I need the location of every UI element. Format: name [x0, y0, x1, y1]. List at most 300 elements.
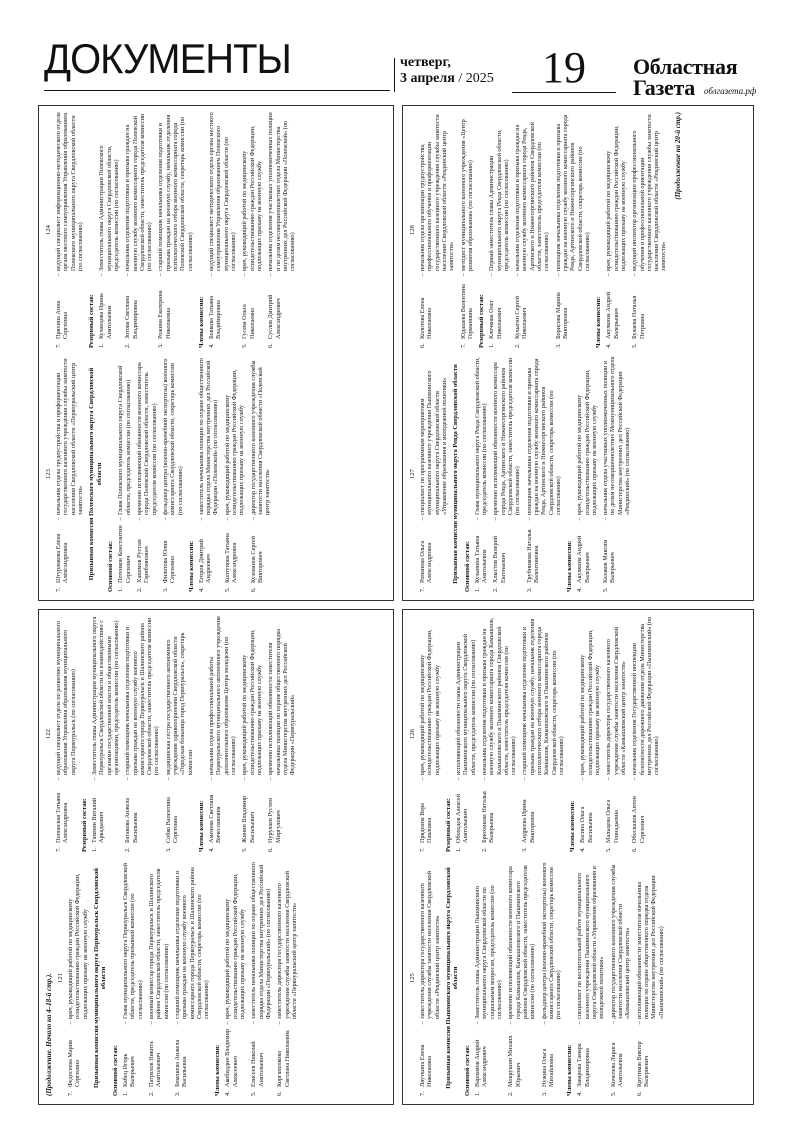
member-row	[122, 860, 144, 1096]
member-number: 4.	[224, 1091, 232, 1096]
dash-separator: –	[250, 1021, 258, 1025]
member-number: 6.	[267, 343, 275, 348]
member-name: Штурлакова Елена Александровна	[55, 533, 70, 583]
issue-date-day: 3 апреля	[400, 71, 455, 86]
member-number: 4.	[197, 587, 205, 592]
member-role: методист муниципального казенного учреждения «Центр развития образования» (по согласованию)	[459, 119, 474, 271]
dash-separator: –	[554, 273, 562, 277]
member-name: Акулкина Андрей Валерьевич	[576, 535, 591, 583]
member-name: Колтунова Татьяна Александровна	[223, 533, 239, 583]
dash-separator: –	[605, 777, 613, 781]
dash-separator: –	[631, 777, 639, 781]
member-row	[610, 860, 632, 1096]
dash-separator: –	[514, 273, 522, 277]
member-name: Кузнецова Ирина Анатольевна	[98, 293, 113, 339]
document-block	[38, 105, 394, 601]
member-role: фельдшер центра (военно-врачебной экспертизы) военного комиссариата Свердловской области, секретарь комиссии (по согласованию)	[540, 862, 563, 1019]
member-number: 1.	[90, 847, 98, 852]
member-name: Зотова Светлана Владимировна	[124, 295, 139, 339]
member-name: Романова Ольга Александровна	[419, 540, 434, 583]
member-name: Елисеев Николай Анатольевич	[250, 1041, 265, 1087]
member-name: Потенков Константин Сергеевич	[117, 525, 132, 583]
dash-separator: –	[164, 777, 172, 781]
member-role: начальник отделения участковых уполномоченных полиции и по делам несовершеннолетних отдела Министерства внутренних дел Российской Федерации «Полевской» (по согласованию)	[267, 112, 297, 271]
member-name: Казаков Максим Валерьевич	[602, 539, 617, 583]
document-column	[45, 860, 389, 1096]
member-row	[157, 112, 194, 348]
member-role: врач, руководящий работой по медицинскому освидетельствованию граждан Российской Федерации, подлежащих призыву на военную службу	[241, 629, 263, 775]
member-name: Федосеева Мария Сергеевна	[67, 1040, 82, 1087]
dash-separator: –	[521, 777, 529, 781]
member-row	[124, 616, 161, 852]
member-role: специалист по воспитательной работе муниципального казенного учреждения Пышминского муниципального округа Свердловской области «Управление образования и молодежной политики»	[576, 866, 606, 1019]
member-role: директор государственного казенного учреждения службы занятости населения Свердловской области «Полевской центр занятости»	[249, 360, 272, 515]
page-number-rule	[512, 92, 616, 93]
member-role: старший помощник начальника отделения подготовки и призыва граждан на военную службу военного комиссариата города Первоуральск и Шалинского района Свердловской области, секретарь комиссии (по согласованию)	[173, 867, 211, 1019]
dash-separator: –	[507, 1021, 515, 1025]
member-number: 7.	[55, 847, 62, 852]
member-number: 1.	[122, 1091, 130, 1096]
member-name: Андреева Ирина Викторовна	[521, 799, 536, 843]
member-name: Варламов Андрей Александрович	[474, 1039, 489, 1087]
member-number: 3.	[164, 847, 172, 852]
member-name: Нурулаев Рустем Миргулович	[267, 797, 282, 843]
member-number: 4.	[208, 343, 215, 348]
member-number: 5.	[241, 847, 249, 852]
commission-title: Призывная комиссия муниципального округа Ревда Свердловской области	[452, 364, 460, 584]
section-heading: Резервный состав:	[478, 294, 486, 348]
dash-separator: –	[474, 1021, 482, 1025]
section-heading: Члены комиссии:	[595, 296, 603, 348]
member-row	[631, 112, 668, 348]
issue-date	[400, 72, 494, 87]
dash-separator: –	[208, 273, 215, 277]
member-role: врач, руководящий работой по медицинскому освидетельствованию граждан Российской Федерации, подлежащих призыву на военную службу	[576, 369, 598, 515]
member-name: Хлыстов Валерий Евгеньевич	[492, 535, 507, 583]
member-name: Коргаполкова Светлана Николаевна	[276, 1030, 291, 1087]
member-role: начальник отделения Государственной инспекции безопасности дорожного движения отдела Министерства внутренних дел Российской Федерации «Пышминский» (по согласованию)	[631, 616, 661, 775]
member-name: Хакимов Рустам Гарибзянович	[135, 539, 151, 583]
member-number: 1.	[474, 1091, 482, 1096]
member-number: 1.	[117, 587, 125, 592]
commission-title: Призывная комиссия Полевского муниципального округа Свердловской области	[88, 367, 103, 581]
member-role: врач, руководящий работой по медицинскому освидетельствованию граждан Российской Федерации, подлежащих призыву на военную службу	[241, 125, 263, 271]
member-role: ведущий специалист отдела по развитию муниципального образования Управления образования муниципального округа Первоуральск (по согласованию)	[55, 620, 77, 775]
dash-separator: –	[602, 517, 610, 521]
page-number: 19	[542, 43, 586, 92]
member-role: Первый заместитель главы Администрации муниципального округа Ревда Свердловской области, председатель комиссии (по согласованию)	[488, 129, 510, 271]
member-role: врач, руководящий работой по медицинскому освидетельствованию граждан Российской Федерации, подлежащих призыву на военную службу	[419, 629, 441, 775]
document-column	[45, 112, 389, 348]
section-heading: Основной состав:	[463, 541, 471, 592]
dash-separator: –	[208, 777, 215, 781]
member-role: временно исполняющий обязанности военного комиссара города Полевской Свердловской области, заместитель председателя комиссии (по согласованию)	[135, 362, 158, 515]
member-role: заместитель начальника полиции по охране общественного порядка отдела Министерства внутренних дел Российской Федерации «Первоуральский» (по согласованию)	[250, 862, 273, 1019]
member-name: Кулыгин Сергей Николаевич	[514, 296, 529, 339]
member-row	[605, 112, 627, 348]
member-role: врач, руководящий работой по медицинскому освидетельствованию граждан Российской Федерации, подлежащих призыву на военную службу	[223, 369, 246, 515]
member-row	[224, 356, 246, 592]
member-number: 3.	[525, 587, 533, 592]
dash-separator: –	[492, 517, 500, 521]
dash-separator: –	[90, 777, 98, 781]
dash-separator: –	[454, 777, 462, 781]
member-name: Обоходов Алексей Анатольевич	[454, 793, 470, 843]
member-name: Борисова Марина Викторовна	[554, 292, 569, 339]
header-rule	[44, 90, 390, 91]
member-row	[514, 112, 551, 348]
section-title: ДОКУМЕНТЫ	[44, 35, 291, 82]
dash-separator: –	[267, 273, 275, 277]
member-row	[241, 616, 263, 852]
member-name: Кузеванов Сергей Викторович	[249, 536, 265, 583]
member-number: 2.	[507, 1091, 515, 1096]
member-row	[67, 860, 89, 1096]
dash-separator: –	[419, 517, 426, 521]
dash-separator: –	[124, 273, 132, 277]
member-number: 2.	[480, 847, 488, 852]
member-role: Глава муниципального округа Первоуральск Свердловской области, председатель призывной комиссии (по согласованию)	[122, 863, 144, 1019]
member-number: 7.	[55, 343, 62, 348]
member-role: Заместитель главы Администрации муниципального округа Первоуральск Свердловской области по взаимодействию с органами государственной власти и общественными организациями, председатель комиссии (по согласованию)	[90, 616, 120, 775]
member-name: Юдашева Валентина Германовна	[459, 284, 474, 339]
dash-separator: –	[540, 1021, 548, 1025]
member-role: начальник отдела профессиональной работы Первоуральского муниципального автономного учреждения дополнительного образования Центра молодежи (по согласованию)	[208, 616, 237, 775]
document-block	[402, 105, 754, 601]
member-number: 5.	[605, 847, 613, 852]
member-role: временно исполняющий обязанности военного комиссара города Камышлов, Камышловского и Пышминского районов Свердловской области, заместитель председателя комиссии (по согласованию)	[507, 865, 537, 1019]
member-row	[224, 860, 246, 1096]
dash-separator: –	[635, 1021, 643, 1025]
member-name: Поповская Татьяна Александровна	[55, 792, 70, 843]
section-heading: Резервный состав:	[444, 798, 452, 852]
member-row	[148, 860, 170, 1096]
member-name: Акобиддин Владимир Алексеевич	[224, 1029, 239, 1087]
dash-separator: –	[67, 1021, 74, 1025]
member-number: 4.	[576, 587, 584, 592]
member-row	[576, 356, 598, 592]
member-role: исполняющий обязанности заместителя начальника полиции по охране общественного порядка отдела Министерства внутренних дел Российской Федерации «Пышминский» (по согласованию)	[635, 875, 665, 1019]
column-number: 128	[409, 225, 416, 235]
member-row	[636, 860, 665, 1096]
member-row	[267, 616, 296, 852]
member-role: военный комиссар города Первоуральск и Шалинского района Свердловской области, заместитель председателя комиссии (по согласованию)	[147, 868, 170, 1019]
member-number: 2.	[514, 343, 522, 348]
member-name: Нужина Ольга Михайловна	[540, 1048, 555, 1087]
member-number: 5.	[241, 343, 249, 348]
member-name: Крутиков Виктор Валериевич	[635, 1041, 650, 1087]
section-heading: Члены комиссии:	[214, 1044, 222, 1096]
member-name: Рожина Екатерина Николаевна	[157, 290, 172, 339]
member-row	[419, 860, 441, 1096]
member-role: временно исполняющий обязанности заместителя начальника полиции по охране общественного порядка отдела Министерства внутренних дел Российской Федерации «Первоуральский»	[267, 629, 297, 775]
section-heading: Члены комиссии:	[198, 800, 205, 852]
document-column	[409, 356, 749, 592]
dash-separator: –	[122, 1021, 130, 1025]
member-name: Обоскалов Антон Сергеевич	[631, 796, 646, 843]
section-heading: Основной состав:	[107, 541, 115, 592]
member-number: 4.	[605, 343, 613, 348]
dash-separator: –	[161, 517, 169, 521]
member-name: Бовкова Татьяна Владимировна	[208, 295, 223, 339]
dash-separator: –	[576, 1021, 584, 1025]
member-name: Кузьмина Татьяна Анатольевна	[473, 535, 489, 583]
member-role: специалист по программным мероприятиям муниципального казенного учреждения Пышминского муниципального округа Свердловской области «Управление образования и молодежной политики»	[419, 370, 448, 515]
member-role: Заместитель главы Администрации Пышминского муниципального округа Свердловской области по социальным вопросам, председатель комиссии (по согласованию)	[474, 885, 503, 1019]
member-role: фельдшер центра (военно-врачебной экспертизы) военного комиссариата Свердловской области, секретарь комиссии (по согласованию)	[161, 358, 184, 515]
member-role: начальник отделения подготовки и призыва граждан на военную службу военного комиссариата города Камышлов, Камышловского и Пышминского районов Свердловской области, заместитель председателя комиссии (по согласованию)	[480, 617, 518, 775]
document-column	[409, 860, 749, 1096]
member-name: Трубникова Наталья Валентиновна	[525, 529, 540, 583]
member-number: 2.	[124, 847, 132, 852]
document-block	[38, 609, 394, 1105]
dash-separator: –	[419, 273, 426, 277]
section-heading: Основной состав:	[112, 1045, 120, 1096]
member-number: 7.	[419, 587, 426, 592]
member-row	[165, 616, 194, 852]
member-role: начальник отделения подготовки и призыва граждан на военную службу военного комиссариата города Ревда, Артинского и Нижнесергинского районов Свердловской области, заместитель председателя комиссии (по согласованию)	[514, 122, 551, 271]
dash-separator: –	[249, 517, 257, 521]
dash-separator: –	[55, 777, 62, 781]
member-role: начальник отдела участковых уполномоченных полиции и по делам несовершеннолетних Межмуниципального отдела Министерства внутренних дел Российской Федерации «Ревдинский» (по согласованию)	[602, 356, 632, 515]
member-role: начальник отдела трудоустройства и профориентации государственного казенного учреждения службы занятости населения Свердловской области «Первоуральский центр занятости»	[55, 358, 84, 515]
member-name: Ляуткина Елена Николаевна	[419, 1044, 434, 1087]
member-number: 3.	[540, 1091, 548, 1096]
dash-separator: –	[605, 273, 613, 277]
dash-separator: –	[525, 517, 533, 521]
brand-url: облгазета.рф	[704, 86, 757, 96]
issue-day: четверг,	[400, 55, 451, 70]
member-number: 4.	[576, 1091, 584, 1096]
section-heading: Основной состав:	[464, 1045, 472, 1096]
member-role: врач, руководящий работой по медицинскому освидетельствованию граждан Российской Федерации, подлежащих призыву на военную службу	[67, 873, 89, 1019]
member-number: 7.	[459, 343, 467, 348]
section-heading: Резервный состав:	[88, 294, 96, 348]
dash-separator: –	[579, 777, 587, 781]
member-number: 2.	[124, 343, 132, 348]
column-number: 124	[45, 225, 52, 235]
member-row	[474, 860, 503, 1096]
member-name: Пряхина Анна Сергеевна	[55, 300, 70, 339]
dash-separator: –	[459, 273, 467, 277]
dash-separator: –	[419, 777, 426, 781]
member-role: помощник начальника отделения подготовки и призыва граждан на военную службу военного комиссариата города Ревда, Артинского и Нижнесергинского районов Свердловской области, секретарь комиссии (по согласованию)	[554, 114, 591, 271]
dash-separator: –	[55, 273, 62, 277]
member-row	[474, 356, 489, 592]
member-number: 1.	[488, 343, 496, 348]
member-number: 3.	[173, 1091, 181, 1096]
member-number: 4.	[208, 847, 215, 852]
member-row	[526, 356, 563, 592]
member-row	[419, 356, 448, 592]
column-number: 121	[57, 973, 64, 983]
document-column	[409, 112, 749, 348]
member-row	[241, 112, 263, 348]
document-column	[45, 616, 389, 852]
member-number: 7.	[419, 847, 426, 852]
member-row	[631, 616, 660, 852]
member-number: 5.	[223, 587, 231, 592]
member-row	[55, 112, 84, 348]
member-name: Колотова Елена Николаевна	[419, 297, 434, 339]
dash-separator: –	[488, 273, 496, 277]
member-role: Заместитель главы Администрации Полевского муниципального округа Свердловской области, председатель комиссии (по согласованию)	[98, 145, 120, 271]
dash-separator: –	[276, 1021, 284, 1025]
document-column	[45, 356, 389, 592]
dash-separator: –	[267, 777, 275, 781]
member-row	[460, 112, 475, 348]
member-name: Прядеина Вера Павловна	[419, 803, 434, 843]
dash-separator: –	[197, 517, 205, 521]
column-number: 125	[409, 973, 416, 983]
dash-separator: –	[419, 1021, 426, 1025]
member-name: Заварова Тамара Владимировна	[576, 1043, 591, 1087]
member-number: 7.	[67, 1091, 74, 1096]
member-number: 5.	[631, 343, 639, 348]
section-heading: Члены комиссии:	[566, 1044, 574, 1096]
continued-note: (Продолжение. Начало на 4–18-й стр.).	[45, 972, 53, 1096]
member-name: Бекешева Анжела Васильевна	[173, 1039, 189, 1087]
member-row	[55, 616, 77, 852]
member-row	[250, 860, 272, 1096]
commission-title: Призывная комиссия муниципального округа Первоуральск Свердловской области	[92, 868, 108, 1088]
member-number: 5.	[250, 1091, 258, 1096]
member-row	[419, 112, 456, 348]
document-column	[409, 616, 749, 852]
member-role: заместитель директора государственного казенного учреждения службы занятости населения Свердловской области «Ревдинский центр занятости»	[419, 871, 441, 1019]
dash-separator: –	[124, 777, 132, 781]
member-row	[250, 356, 272, 592]
member-number: 3.	[521, 847, 529, 852]
member-role: начальник отдела организации трудоустройства, профессионального обучения и профориентации государственного казенного учреждения службы занятости населения Свердловской области «Ревдинский центр занятости»	[419, 114, 456, 271]
member-number: 7.	[55, 587, 62, 592]
member-number: 1.	[473, 587, 481, 592]
member-role: заместитель начальника полиции по охране общественного порядка отдела Министерства внутренних дел Российской Федерации «Полевской» (по согласованию)	[197, 358, 220, 515]
dash-separator: –	[224, 1021, 232, 1025]
member-number: 6.	[635, 1091, 643, 1096]
dash-separator: –	[117, 517, 125, 521]
member-row	[276, 860, 298, 1096]
section-heading: Члены комиссии:	[198, 296, 205, 348]
member-number: 6.	[631, 847, 639, 852]
column-number: 122	[45, 729, 52, 739]
member-role: ведущий специалист методического отдела органа местного самоуправления Управления образованием Полевского муниципального округа Свердловской области (по согласованию)	[208, 112, 237, 271]
member-row	[55, 356, 84, 592]
member-row	[492, 356, 521, 592]
member-row	[555, 112, 592, 348]
member-role: временно исполняющий обязанности военного комиссара города Ревда, Артинского и Нижнесергинского районов Свердловской области, заместитель председателя комиссии (по согласованию)	[492, 357, 522, 515]
section-heading: Члены комиссии:	[566, 540, 574, 592]
member-name: Собко Валентина Сергеевна	[164, 797, 180, 843]
member-role: врач, руководящий работой по медицинскому освидетельствованию граждан Российской Федерации, подлежащих призыву на военную службу	[579, 629, 601, 775]
member-role: медицинская сестра государственного автономного учреждения здравоохранения Свердловской области «Городская больница город Первоуральск», секретарь комиссии	[164, 632, 194, 775]
dash-separator: –	[135, 517, 143, 521]
member-row	[174, 860, 211, 1096]
member-row	[91, 616, 120, 852]
member-name: Васина Ольга Васильевна	[579, 806, 594, 843]
member-row	[208, 616, 237, 852]
member-role: заместитель директора государственного казенного учреждения службы занятости населения Свердловской области «Камышловский центр занятости»	[605, 627, 627, 775]
dash-separator: –	[55, 517, 62, 521]
member-name: Гусева Ольга Николаевна	[241, 304, 256, 339]
header-divider	[394, 58, 395, 92]
member-number: 4.	[579, 847, 587, 852]
section-heading: Резервный состав:	[80, 798, 88, 852]
member-role: старший помощник начальника отделения подготовки и призыва граждан на военную службу военного комиссариата города Первоуральск и Шалинского района Свердловской области, заместитель председателя комиссии (по согласованию)	[124, 617, 161, 775]
member-row	[419, 616, 441, 852]
member-role: исполняющий обязанности главы Администрации Пышминского муниципального округа Свердловской области, председатель комиссии (по согласованию)	[454, 633, 477, 775]
member-name: Брюханова Наталья Валерьевна	[480, 791, 496, 843]
member-row	[488, 112, 510, 348]
dash-separator: –	[147, 1021, 155, 1025]
member-role: старший помощник начальника отделения подготовки и призыва граждан на военную службу, начальник отделения психологического отбора военного комиссариата города Полевской Свердловской области, секретарь комиссии (по согласованию)	[157, 114, 194, 271]
dash-separator: –	[241, 777, 249, 781]
member-name: Филатова Юлия Сергеевна	[161, 540, 177, 583]
member-name: Егоров Дмитрий Андреевич	[197, 539, 213, 583]
dash-separator: –	[241, 273, 249, 277]
member-name: Булаева Наталья Петровна	[631, 295, 646, 339]
member-row	[198, 356, 220, 592]
member-role: ведущий инспектор организации профессионального обучения и профессиональной ориентации государственного казенного учреждения службы занятости населения Свердловской области «Ревдинский центр занятости»	[631, 114, 668, 271]
member-number: 2.	[135, 587, 143, 592]
member-row	[481, 616, 518, 852]
column-number: 126	[409, 729, 416, 739]
member-number: 6.	[276, 1091, 284, 1096]
member-number: 1.	[454, 847, 462, 852]
member-row	[136, 356, 158, 592]
dash-separator: –	[609, 1021, 617, 1025]
dash-separator: –	[576, 517, 584, 521]
dash-separator: –	[631, 273, 639, 277]
column-number: 123	[45, 469, 52, 479]
member-name: Таммин Виталий Аркадьевич	[90, 797, 106, 843]
document-block	[402, 609, 754, 1105]
member-row	[162, 356, 184, 592]
rotated-page	[38, 105, 754, 1105]
member-role: врач, руководящий работой по медицинскому освидетельствованию граждан Российской Федерации, подлежащих призыву на военную службу	[605, 125, 627, 271]
member-row	[98, 112, 120, 348]
member-number: 3.	[554, 343, 562, 348]
member-row	[507, 860, 536, 1096]
member-name: Патрахов Никита Анатольевич	[147, 1041, 163, 1087]
member-number: 3.	[161, 587, 169, 592]
member-role: помощник начальника отделения подготовки и призыва граждан на военную службу военного комиссариата города Ревда, Артинского и Нижнесергинского районов Свердловской области, секретарь комиссии (по согласованию)	[525, 358, 562, 515]
dash-separator: –	[173, 1021, 181, 1025]
member-number: 1.	[98, 343, 106, 348]
member-row	[521, 616, 565, 852]
member-row	[124, 112, 153, 348]
member-role: ведущий специалист информационно-методического отдела органа местного самоуправления Управления образованием Полевского муниципального округа Свердловской области (по согласованию)	[55, 112, 84, 271]
member-row	[602, 356, 631, 592]
member-role: врач, руководящий работой по медицинскому освидетельствованию граждан Российской Федерации, подлежащих призыву на военную службу	[224, 873, 247, 1019]
member-number: 2.	[147, 1091, 155, 1096]
member-name: Мальцева Ольга Геннадьевна	[605, 799, 620, 843]
member-number: 5.	[602, 587, 610, 592]
member-number: 2.	[492, 587, 500, 592]
member-number: 6.	[419, 343, 426, 348]
member-name: Жинин Владимир Васильевич	[241, 795, 256, 843]
member-row	[267, 112, 296, 348]
section-heading: Члены комиссии:	[187, 540, 195, 592]
member-number: 5.	[609, 1091, 617, 1096]
dash-separator: –	[157, 273, 165, 277]
member-name: Мокрушин Михаил Юрьевич	[507, 1035, 522, 1087]
member-name: Батакова Анжела Васильевна	[124, 797, 139, 843]
member-name: Аменева Светлана Вячеславовна	[208, 794, 223, 843]
member-role: директор государственного казенного учреждения службы занятости населения Свердловской области «Камышловский центр занятости»	[609, 864, 632, 1019]
member-number: 6.	[249, 587, 257, 592]
dash-separator: –	[480, 777, 488, 781]
